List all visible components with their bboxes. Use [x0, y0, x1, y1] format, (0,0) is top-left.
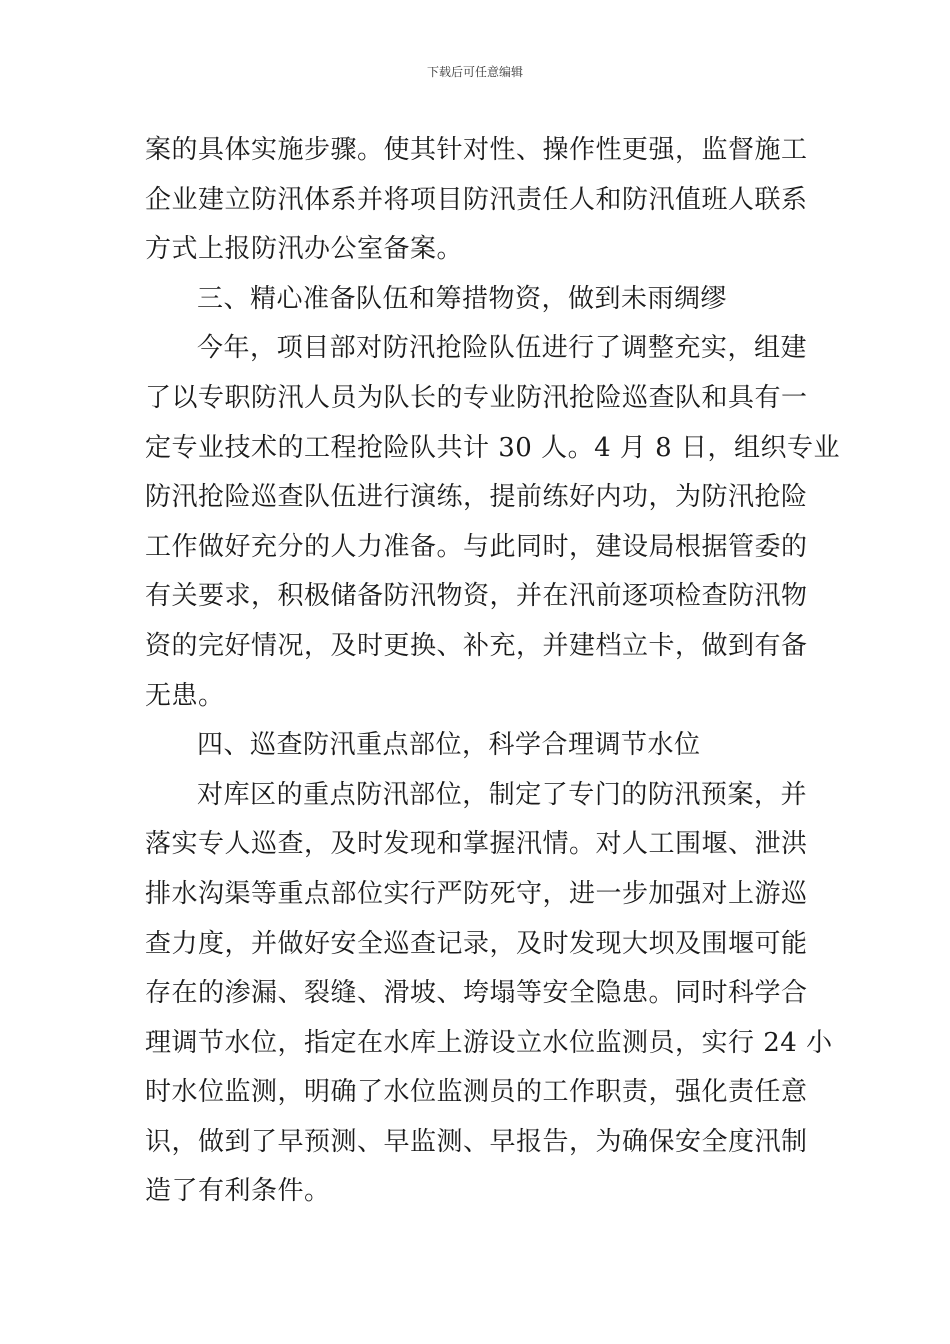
- text-line: 方式上报防汛办公室备案。: [145, 234, 464, 265]
- text-line: 时水位监测，明确了水位监测员的工作职责，强化责任意: [145, 1077, 808, 1108]
- text-line: 资的完好情况，及时更换、补充，并建档立卡，做到有备: [145, 630, 808, 661]
- text-line: 对库区的重点防汛部位，制定了专门的防汛预案，并: [197, 779, 807, 810]
- text-line: 排水沟渠等重点部位实行严防死守，进一步加强对上游巡: [145, 878, 808, 909]
- body-text: [145, 126, 840, 1217]
- text-line: 无患。: [145, 680, 225, 711]
- page-header: 下载后可任意编辑: [426, 65, 523, 79]
- text-line: 三、精心准备队伍和筹措物资，做到未雨绸缪: [197, 283, 728, 314]
- text-line: 四、巡查防汛重点部位，科学合理调节水位: [197, 730, 701, 761]
- text-line: 查力度，并做好安全巡查记录，及时发现大坝及围堰可能: [145, 928, 808, 959]
- text-line: 工作做好充分的人力准备。与此同时，建设局根据管委的: [145, 531, 808, 562]
- text-line: 存在的渗漏、裂缝、滑坡、垮塌等安全隐患。同时科学合: [145, 978, 808, 1009]
- text-line: 有关要求，积极储备防汛物资，并在汛前逐项检查防汛物: [145, 581, 808, 612]
- text-line: 防汛抢险巡查队伍进行演练，提前练好内功，为防汛抢险: [145, 482, 808, 513]
- text-line: 今年，项目部对防汛抢险队伍进行了调整充实，组建: [197, 333, 807, 364]
- text-line: 理调节水位，指定在水库上游设立水位监测员，实行 24 小: [145, 1027, 833, 1058]
- text-line: 识，做到了早预测、早监测、早报告，为确保安全度汛制: [145, 1126, 808, 1157]
- text-line: 了以专职防汛人员为队长的专业防汛抢险巡查队和具有一: [145, 382, 808, 413]
- text-line: 案的具体实施步骤。使其针对性、操作性更强，监督施工: [145, 135, 808, 165]
- text-line: 造了有利条件。: [145, 1176, 331, 1207]
- text-line: 落实专人巡查，及时发现和掌握汛情。对人工围堰、泄洪: [145, 829, 808, 860]
- text-line: 定专业技术的工程抢险队共计 30 人。4 月 8 日，组织专业: [145, 432, 840, 463]
- text-line: 企业建立防汛体系并将项目防汛责任人和防汛值班人联系: [145, 184, 808, 215]
